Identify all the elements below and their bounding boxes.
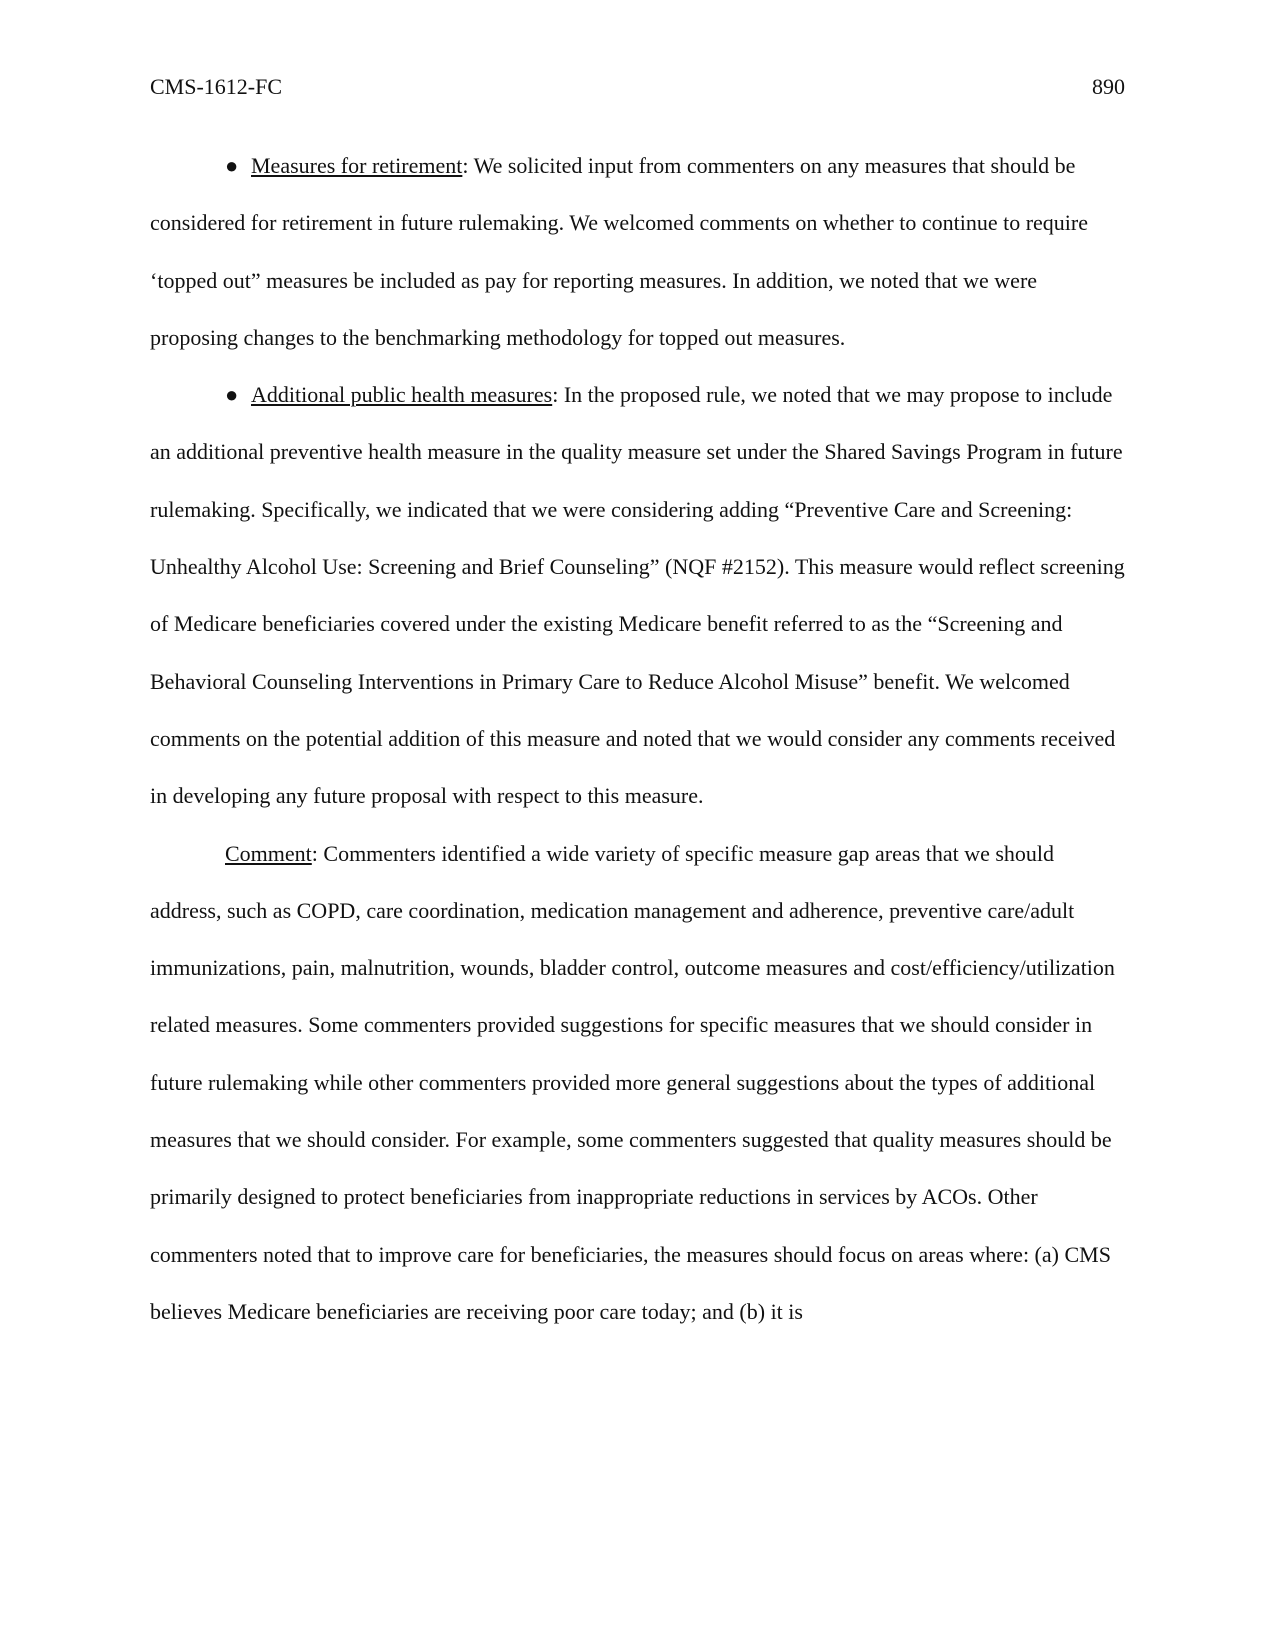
bullet-icon: ● <box>225 153 239 178</box>
page-header <box>150 74 1125 104</box>
bullet-icon: ● <box>225 382 239 408</box>
document-id: CMS-1612-FC <box>150 74 283 99</box>
page-number: 890 <box>1092 74 1125 99</box>
paragraph-heading: Additional public health measures <box>251 382 553 408</box>
paragraph-body: : We solicited input from commenters on any measures that should be considered for retirement in future rulemaking. We welcomed comments on whether to continue to require ‘topped out” measures be included as pay for reporting measures. In addition, we noted that we were proposing changes to the benchmarking methodology for topped out measures. <box>150 153 1089 350</box>
paragraph-additional-public-health-measures <box>150 366 1126 824</box>
paragraph-heading: Comment <box>225 840 312 866</box>
paragraph-body: : In the proposed rule, we noted that we may propose to include an additional preventive health measure in the quality measure set under the Shared Savings Program in future rulemaking. Specifically, we indicated that we were considering adding “Preventive Care and Screening: Unhealthy Alcohol Use: Screening and Brief Counseling” (NQF #2152). This measure would reflect screening of Medicare beneficiaries covered under the existing Medicare benefit referred to as the “Screening and Behavioral Counseling Interventions in Primary Care to Reduce Alcohol Misuse” benefit. We welcomed comments on the potential addition of this measure and noted that we would consider any comments received in developing any future proposal with respect to this measure. <box>150 382 1125 809</box>
paragraph-comment <box>150 825 1126 1341</box>
paragraph-heading: Measures for retirement <box>251 153 463 178</box>
paragraph-measures-for-retirement <box>150 137 1126 366</box>
paragraph-body: : Commenters identified a wide variety of specific measure gap areas that we should address, such as COPD, care coordination, medication management and adherence, preventive care/adult immunizations, pain, malnutrition, wounds, bladder control, outcome measures and cost/efficiency/utilization related measures. Some commenters provided suggestions for specific measures that we should consider in future rulemaking while other commenters provided more general suggestions about the types of additional measures that we should consider. For example, some commenters suggested that quality measures should be primarily designed to protect beneficiaries from inappropriate reductions in services by ACOs. Other commenters noted that to improve care for beneficiaries, the measures should focus on areas where: (a) CMS believes Medicare beneficiaries are receiving poor care today; and (b) it is <box>150 840 1115 1324</box>
body-text <box>150 137 1126 1340</box>
